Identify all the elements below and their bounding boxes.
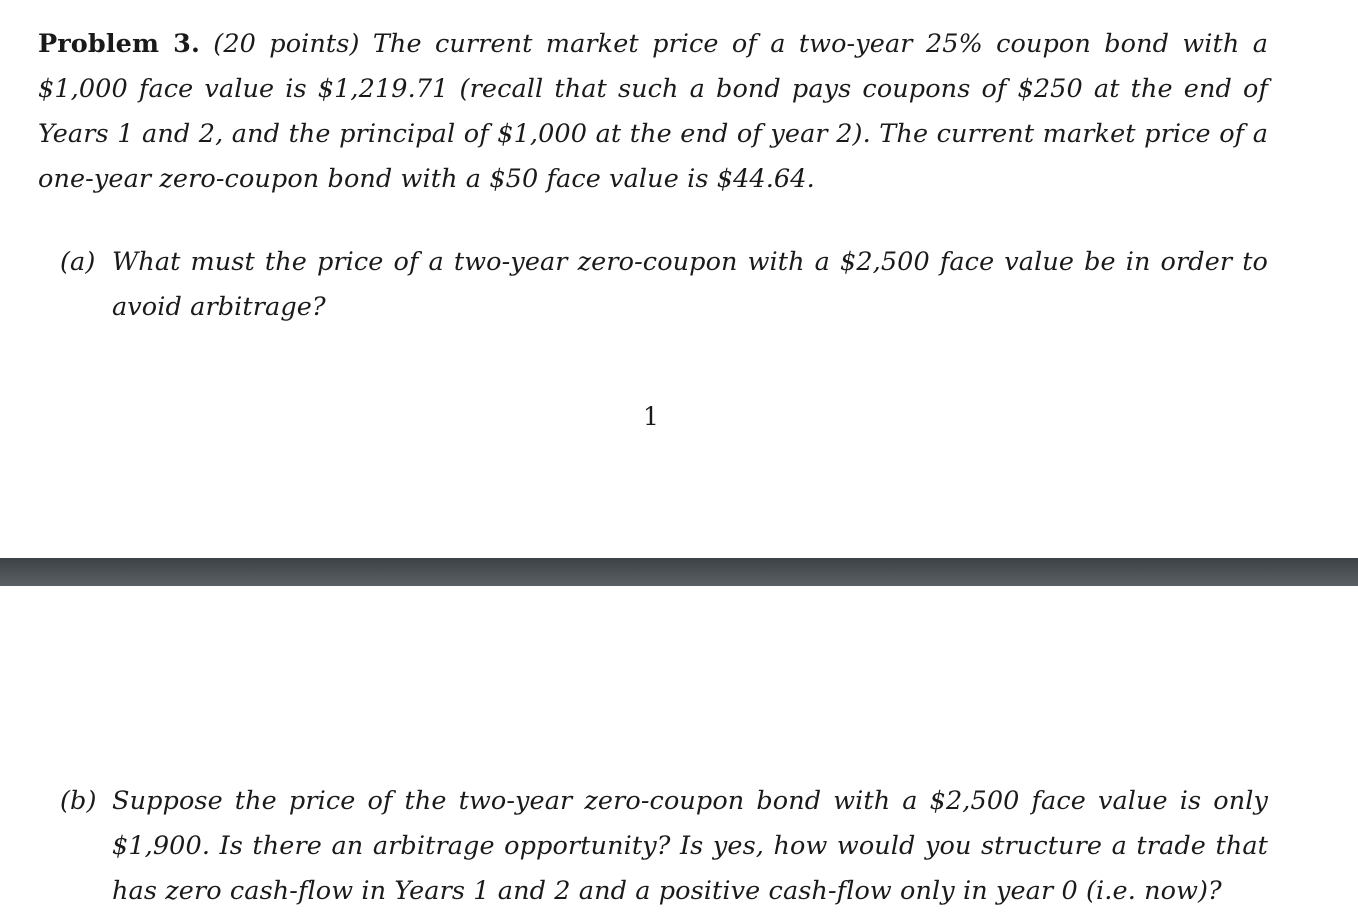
part-a-text: What must the price of a two-year zero-coupon with a $2,500 face value be in order to avoid arbitrage? — [112, 247, 1268, 322]
part-a — [60, 240, 1268, 330]
page-number: 1 — [643, 402, 659, 431]
problem-text: The current market price of a two-year 25% coupon bond with a $1,000 face value is $1,219.71 (recall that such a bond pays coupons of $250 at the end of Years 1 and 2, and the principal of $1,000 at the end of year 2). The current market price of a one-year zero-coupon bond with a $50 face value is $44.64. — [38, 29, 1268, 194]
part-b — [60, 779, 1268, 914]
problem-statement — [38, 22, 1268, 202]
problem-points: (20 points) — [213, 29, 360, 59]
problem-heading: Problem 3. — [38, 29, 200, 59]
part-b-label: (b) — [60, 786, 97, 816]
page-separator — [0, 558, 1358, 586]
part-b-text: Suppose the price of the two-year zero-coupon bond with a $2,500 face value is only $1,900. Is there an arbitrage opportunity? Is yes, how would you structure a trade that has zero cash-flow in Years 1 and 2 and a positive cash-flow only in year 0 (i.e. now)? — [112, 786, 1268, 906]
part-a-label: (a) — [60, 247, 96, 277]
